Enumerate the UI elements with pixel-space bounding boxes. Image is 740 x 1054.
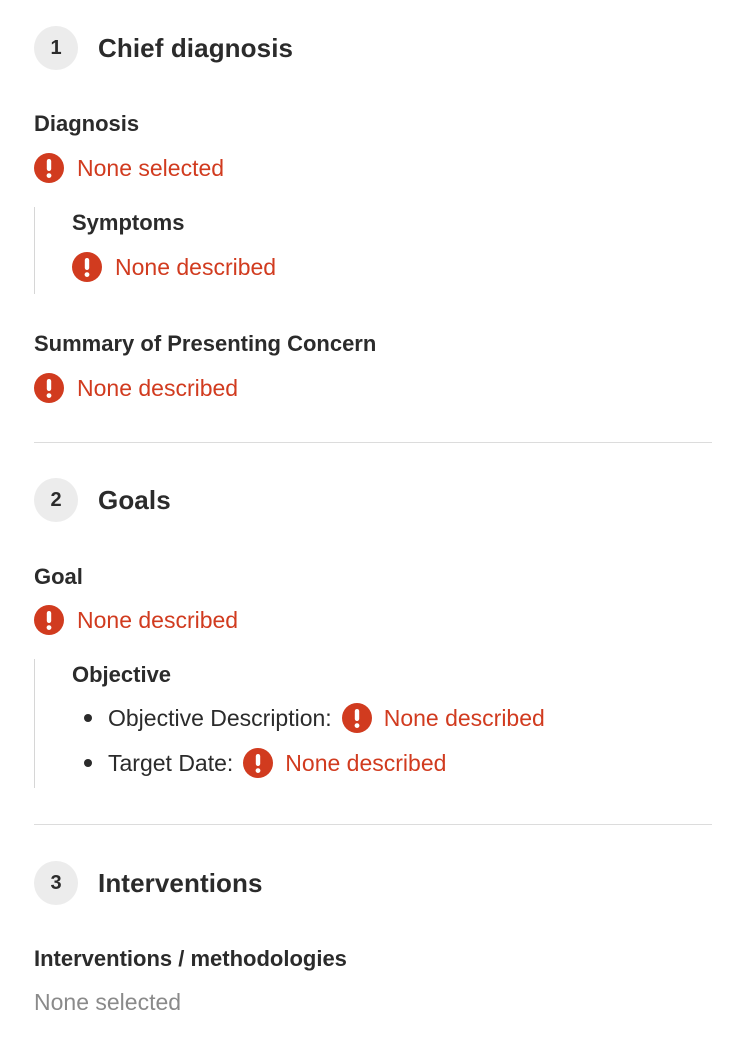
objective-description-status-text: None described — [383, 704, 545, 731]
symptoms-label: Symptoms — [72, 210, 185, 235]
alert-icon — [342, 703, 372, 733]
summary-label: Summary of Presenting Concern — [34, 331, 377, 356]
list-item — [72, 748, 712, 778]
objective-nested-block — [34, 659, 712, 788]
section-header — [34, 861, 712, 905]
diagnosis-status-text: None selected — [77, 154, 225, 181]
section-header — [34, 26, 712, 70]
section-title: Interventions — [98, 867, 263, 898]
interventions-field — [34, 945, 712, 1017]
goal-label: Goal — [34, 564, 83, 589]
alert-icon — [72, 252, 102, 282]
alert-icon — [243, 748, 273, 778]
diagnosis-status — [34, 153, 712, 183]
bullet-dot — [84, 714, 92, 722]
target-date-status-text: None described — [285, 749, 447, 776]
summary-status-text: None described — [77, 374, 239, 401]
goal-status-text: None described — [77, 606, 239, 633]
step-number-badge: 3 — [34, 861, 78, 905]
section-title: Goals — [98, 484, 171, 515]
interventions-status — [34, 987, 712, 1017]
diagnosis-label: Diagnosis — [34, 111, 140, 136]
section-chief-diagnosis — [34, 0, 712, 403]
section-title: Chief diagnosis — [98, 32, 294, 63]
objective-description-status — [342, 703, 545, 733]
target-date-label: Target Date: — [108, 749, 234, 776]
target-date-status — [243, 748, 446, 778]
diagnosis-field — [34, 110, 712, 183]
summary-status — [34, 373, 712, 403]
symptoms-status — [72, 252, 712, 282]
alert-icon — [34, 605, 64, 635]
goal-status — [34, 605, 712, 635]
goal-field — [34, 563, 712, 635]
interventions-label: Interventions / methodologies — [34, 946, 347, 971]
symptoms-status-text: None described — [115, 253, 277, 280]
section-goals — [34, 443, 712, 788]
alert-icon — [34, 153, 64, 183]
summary-field — [34, 330, 712, 403]
bullet-dot — [84, 759, 92, 767]
alert-icon — [34, 373, 64, 403]
section-header — [34, 478, 712, 522]
list-item — [72, 703, 712, 733]
step-number-badge: 1 — [34, 26, 78, 70]
interventions-status-text: None selected — [34, 988, 182, 1015]
objective-description-label: Objective Description: — [108, 704, 332, 731]
step-number-badge: 2 — [34, 478, 78, 522]
objective-label: Objective — [72, 662, 172, 687]
symptoms-nested-block — [34, 207, 712, 294]
section-interventions — [34, 825, 712, 1017]
objective-details-list — [72, 703, 712, 778]
